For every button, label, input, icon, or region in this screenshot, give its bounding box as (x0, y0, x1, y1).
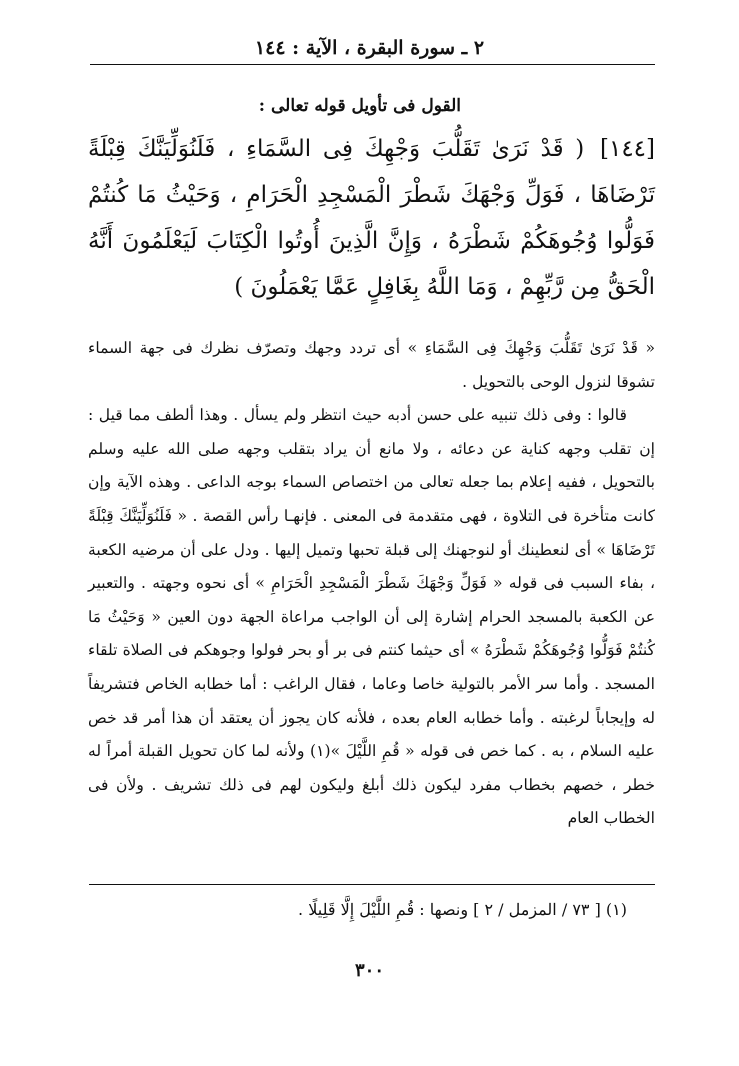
quran-verse (88, 126, 655, 310)
commentary-body (88, 332, 655, 836)
footnote-rule (89, 884, 655, 885)
page-header: ٢ ـ سورة البقرة ، الآية : ١٤٤ (254, 37, 485, 59)
verse-number: [١٤٤] (599, 136, 656, 162)
header-rule (90, 64, 655, 65)
commentary-paragraph: « قَدْ نَرَىٰ تَقَلُّبَ وَجْهِكَ فِى السَّمَاءِ » أى تردد وجهك وتصرّف نظرك فى جهة السماء تشوقا لنزول الوحى بالتحويل . (88, 339, 655, 391)
section-intro: القول فى تأويل قوله تعالى : (258, 96, 461, 116)
page-number: ٣٠٠ (354, 960, 384, 981)
footnote: (١) [ ٧٣ / المزمل / ٢ ] ونصها : قُمِ اللَّيْلَ إِلَّا قَلِيلًا . (298, 900, 627, 919)
commentary-paragraph: قالوا : وفى ذلك تنبيه على حسن أدبه حيث انتظر ولم يسأل . وهذا ألطف مما قيل : إن تقلب وجهه كناية عن دعائه ، ولا مانع أن يراد بتقلب وجهه صلى الله عليه وسلم بالتحويل ، ففيه إعلام بما جعله تعالى من اختصاص السماء بوجه الداعى . وهذه الآية وإن كانت متأخرة فى التلاوة ، فهى متقدمة فى المعنى . فإنهـا رأس القصة . « فَلَنُوَلِّيَنَّكَ قِبْلَةً تَرْضَاهَا » أى لنعطينك أو لنوجهنك إلى قبلة تحبها وتميل إليها . ودل على أن مرضيه الكعبة ، بفاء السبب فى قوله « فَوَلِّ وَجْهَكَ شَطْرَ الْمَسْجِدِ الْحَرَامِ » أى نحوه وجهته . والتعبير عن الكعبة بالمسجد الحرام إشارة إلى أن الواجب مراعاة الجهة دون العين « وَحَيْثُ مَا كُنتُمْ فَوَلُّوا وُجُوهَكُمْ شَطْرَهُ » أى حيثما كنتم فى بر أو بحر فولوا وجوهكم فى الصلاة تلقاء المسجد . وأما سر الأمر بالتولية خاصا وعاما ، فقال الراغب : أما خطابه الخاص فتشريفاً له وإيجاباً لرغبته . وأما خطابه العام بعده ، فلأنه كان يجوز أن يعتقد أن هذا أمر قد خص عليه السلام ، به . كما خص فى قوله « قُمِ اللَّيْلَ »(١) ولأنه لما كان تحويل القبلة أمراً له خطر ، خصهم بخطاب مفرد ليكون ذلك أبلغ وليكون لهم فى ذلك تشريف . ولأن فى الخطاب العام (88, 406, 655, 828)
verse-text: ( قَدْ نَرَىٰ تَقَلُّبَ وَجْهِكَ فِى السَّمَاءِ ، فَلَنُوَلِّيَنَّكَ قِبْلَةً تَرْضَاهَا ، فَوَلِّ وَجْهَكَ شَطْرَ الْمَسْجِدِ الْحَرَامِ ، وَحَيْثُ مَا كُنتُمْ فَوَلُّوا وُجُوهَكُمْ شَطْرَهُ ، وَإِنَّ الَّذِينَ أُوتُوا الْكِتَابَ لَيَعْلَمُونَ أَنَّهُ الْحَقُّ مِن رَّبِّهِمْ ، وَمَا اللَّهُ بِغَافِلٍ عَمَّا يَعْمَلُونَ ) (88, 136, 655, 300)
